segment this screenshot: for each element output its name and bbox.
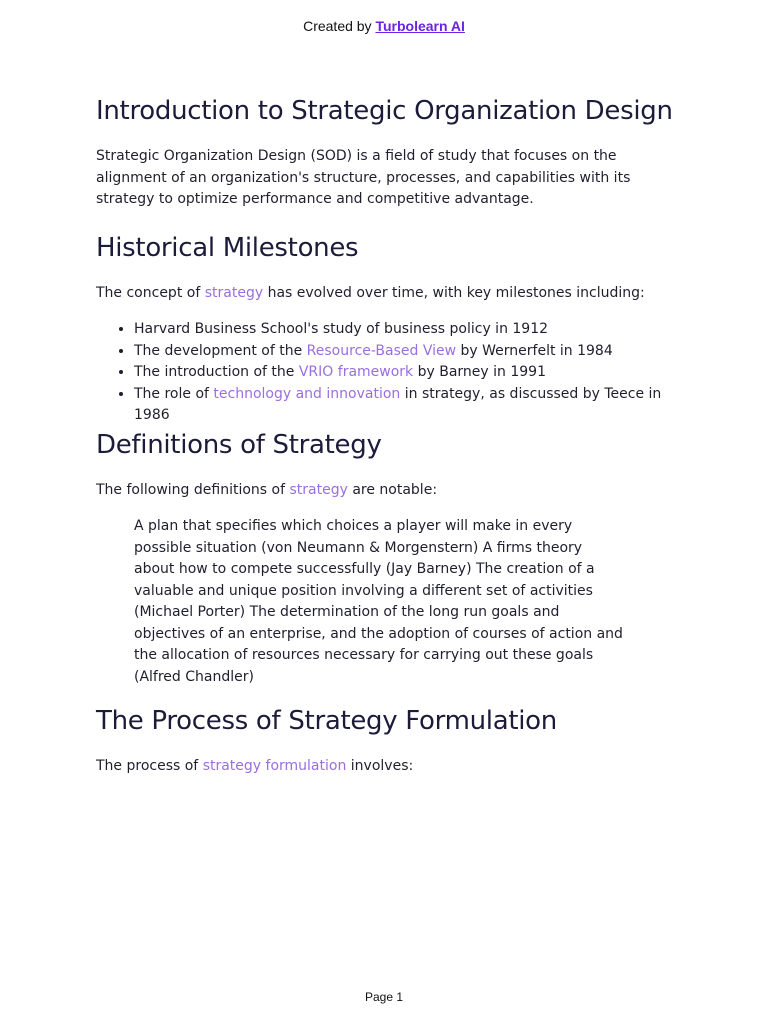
definitions-title: Definitions of Strategy: [96, 429, 382, 460]
milestones-lead-after: has evolved over time, with key milestones including:: [263, 284, 645, 301]
formulation-title: The Process of Strategy Formulation: [96, 706, 557, 736]
definitions-lead-before: The following definitions of: [96, 481, 290, 498]
formulation-lead-before: The process of: [96, 758, 203, 774]
strategy-formulation-term-link[interactable]: strategy formulation: [202, 758, 347, 774]
list-item: [134, 384, 686, 427]
milestone-text: Harvard Business School's study of business policy in 1912: [134, 321, 549, 337]
page-number: Page 1: [364, 990, 404, 1004]
definitions-lead-after: are notable:: [347, 481, 438, 498]
header-prefix: Created by: [303, 18, 376, 34]
document-content: [96, 96, 686, 778]
technology-innovation-term-link[interactable]: technology and innovation: [213, 385, 401, 402]
milestone-text: The introduction of the: [134, 364, 299, 380]
page-header: [0, 18, 768, 34]
strategy-term-link[interactable]: strategy: [289, 481, 348, 498]
vrio-framework-term-link[interactable]: VRIO framework: [298, 364, 414, 380]
milestones-list: [96, 319, 686, 427]
strategy-term-link[interactable]: strategy: [204, 284, 264, 301]
list-item: [134, 362, 686, 384]
definitions-lead: [96, 480, 686, 502]
list-item: [134, 341, 686, 363]
list-item: [134, 319, 686, 341]
resource-based-view-term-link[interactable]: Resource-Based View: [306, 342, 457, 359]
formulation-lead: [96, 756, 686, 778]
milestone-text: The development of the: [134, 342, 307, 359]
milestones-lead-before: The concept of: [96, 284, 205, 301]
turbolearn-link[interactable]: Turbolearn AI: [375, 18, 465, 34]
milestones-title: Historical Milestones: [96, 232, 359, 263]
milestones-lead: [96, 283, 686, 305]
intro-title: Introduction to Strategic Organization Design: [96, 96, 673, 126]
definitions-quote: A plan that specifies which choices a player will make in every possible situation (von Neumann & Morgenstern) A firms theory about how to compete successfully (Jay Barney) The creation of a valuable and unique position involving a different set of activities (Michael Porter) The determination of the long run goals and objectives of an enterprise, and the adoption of courses of action and the allocation of resources necessary for carrying out these goals (Alfred Chandler): [134, 518, 623, 685]
milestone-text: in strategy, as discussed by Teece in 1986: [134, 385, 662, 423]
milestone-text: The role of: [134, 385, 214, 402]
milestone-text: by Wernerfelt in 1984: [456, 342, 613, 359]
milestone-text: by Barney in 1991: [413, 364, 546, 380]
intro-paragraph: Strategic Organization Design (SOD) is a field of study that focuses on the alignment of an organization's structure, processes, and capabilities with its strategy to optimize performance and competitive advantage.: [96, 148, 631, 207]
formulation-lead-after: involves:: [346, 758, 414, 774]
